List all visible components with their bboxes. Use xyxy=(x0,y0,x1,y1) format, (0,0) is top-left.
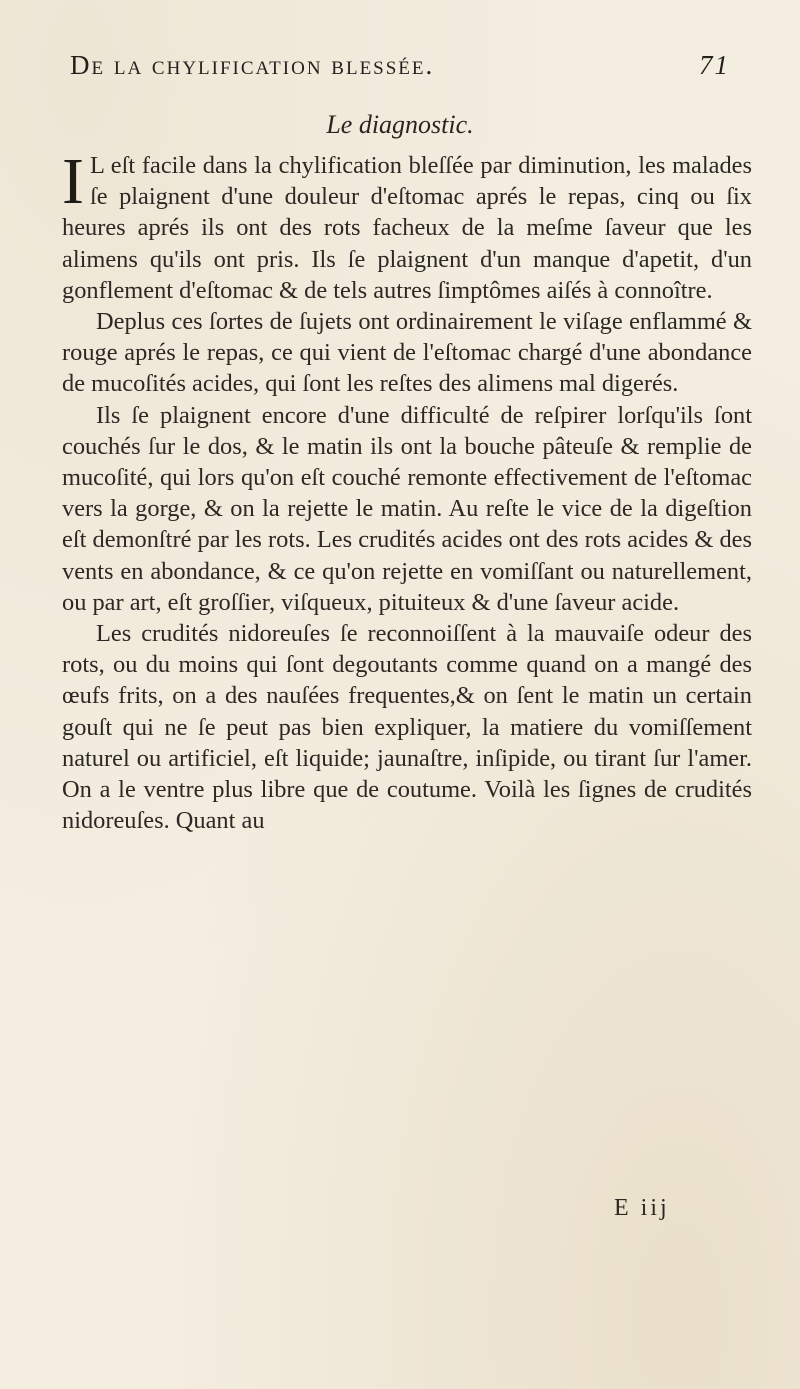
page-number: 71 xyxy=(699,50,730,80)
signature-mark: E iij xyxy=(614,1195,670,1221)
section-title: Le diagnostic. xyxy=(326,110,474,139)
running-head xyxy=(70,50,730,81)
running-title: De la chylification blessée. xyxy=(70,50,435,80)
paragraph-3: Ils ſe plaignent encore d'une difficulté de reſpirer lorſqu'ils ſont couchés ſur le dos, & le matin ils ont la bouche pâteuſe & remplie de mucoſité, qui lors qu'on eſt couché remonte effectivement de l'eſtomac vers la gorge, & on la rejette le matin. Au reſte le vice de la digeſtion eſt demonſtré par les rots. Les crudités acides ont des rots acides & des vents en abondance, & ce qu'on rejette en vomiſſant ou naturellement, ou par art, eſt groſſier, viſqueux, pituiteux & d'une ſaveur acide. xyxy=(62,401,752,616)
paragraph-4: Les crudités nidoreuſes ſe reconnoiſſent à la mauvaiſe odeur des rots, ou du moins qui ſont degoutants comme quand on a mangé des œufs frits, on a des nauſées frequentes,& on ſent le matin un certain gouſt qui ne ſe peut pas bien expliquer, la matiere du vomiſſement naturel ou artificiel, eſt liquide; jaunaſtre, inſipide, ou tirant ſur l'amer. On a le ventre plus libre que de coutume. Voilà les ſignes de crudités nidoreuſes. Quant au xyxy=(62,620,752,835)
paragraph-2: Deplus ces ſortes de ſujets ont ordinairement le viſage enflammé & rouge aprés le repas, ce qui vient de l'eſtomac chargé d'une abondance de mucoſités acides, qui ſont les reſtes des alimens mal digerés. xyxy=(62,308,752,398)
body-text xyxy=(62,145,752,836)
paragraph-1-text: L eſt facile dans la chylification bleſſée par diminution, les malades ſe plaignent d'une douleur d'eſtomac aprés le repas, cinq ou ſix heures aprés ils ont des rots facheux de la meſme ſaveur que les alimens qu'ils ont pris. Ils ſe plaignent d'un manque d'apetit, d'un gonflement d'eſtomac & de tels autres ſimptômes aiſés à connoître. xyxy=(62,152,752,304)
paragraph-1 xyxy=(62,145,752,306)
drop-cap: I xyxy=(62,145,84,218)
